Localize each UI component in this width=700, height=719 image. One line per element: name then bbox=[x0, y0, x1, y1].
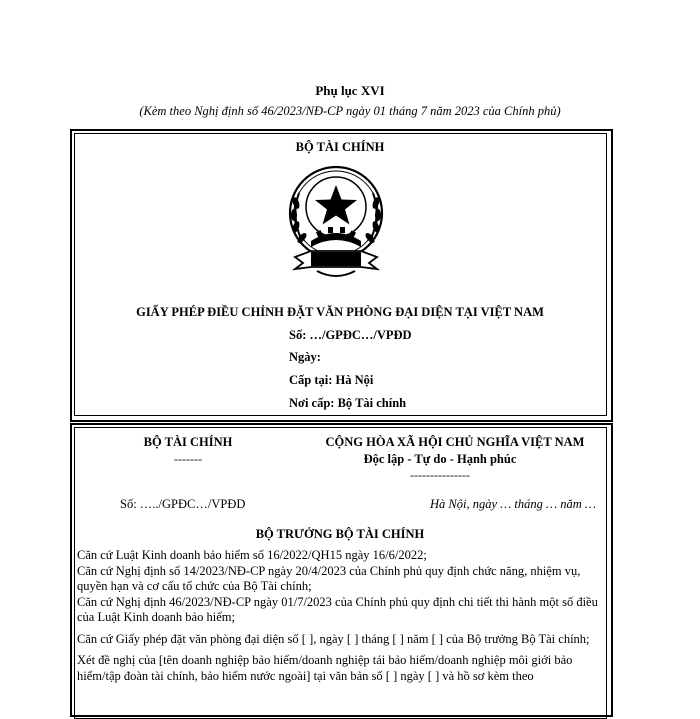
place-date: Hà Nội, ngày … tháng … năm … bbox=[430, 497, 596, 511]
license-issuer: Nơi cấp: Bộ Tài chính bbox=[289, 396, 407, 410]
license-title: GIẤY PHÉP ĐIỀU CHỈNH ĐẶT VĂN PHÒNG ĐẠI DIỆN TẠI VIỆT NAM bbox=[136, 305, 544, 319]
legal-basis-paragraph: Căn cứ Nghị định 46/2023/NĐ-CP ngày 01/7/2023 của Chính phủ quy định chi tiết thi hành một số điều của Luật Kinh doanh bảo hiểm; bbox=[77, 594, 598, 624]
appendix-subtitle: (Kèm theo Nghị định số 46/2023/NĐ-CP ngày 01 tháng 7 năm 2023 của Chính phủ) bbox=[139, 104, 561, 118]
republic-name: CỘNG HÒA XÃ HỘI CHỦ NGHĨA VIỆT NAM bbox=[325, 435, 585, 449]
vietnam-emblem-icon bbox=[277, 163, 395, 291]
proposal-paragraph: Xét đề nghị của [tên doanh nghiệp bảo hiểm/doanh nghiệp tái bảo hiểm/doanh nghiệp môi giới bảo hiểm/tập đoàn tài chính, bảo hiểm nước ngoài] tại văn bản số [ ] ngày [ ] và hồ sơ kèm theo bbox=[77, 653, 573, 683]
ministry-separator: ------- bbox=[174, 452, 202, 466]
license-issued-at: Cấp tại: Hà Nội bbox=[289, 373, 374, 387]
appendix-title: Phụ lục XVI bbox=[315, 83, 385, 98]
minister-title: BỘ TRƯỞNG BỘ TÀI CHÍNH bbox=[255, 527, 425, 541]
motto-separator: --------------- bbox=[410, 468, 470, 482]
legal-basis-paragraph: Căn cứ Luật Kinh doanh bảo hiểm số 16/2022/QH15 ngày 16/6/2022; bbox=[77, 548, 427, 562]
legal-basis-paragraph: Căn cứ Giấy phép đặt văn phòng đại diện số [ ], ngày [ ] tháng [ ] năm [ ] của Bộ trưởng Bộ Tài chính; bbox=[77, 631, 590, 646]
ministry-name: BỘ TÀI CHÍNH bbox=[295, 140, 385, 154]
legal-basis-paragraph: Căn cứ Nghị định số 14/2023/NĐ-CP ngày 20/4/2023 của Chính phủ quy định chức năng, nhiệm vụ, quyền hạn và cơ cấu tổ chức của Bộ Tài chính; bbox=[77, 563, 581, 593]
decision-ministry: BỘ TÀI CHÍNH bbox=[143, 435, 233, 449]
decision-number: Số: …../GPĐC…/VPĐD bbox=[120, 497, 246, 511]
license-number: Số: …/GPĐC…/VPĐD bbox=[289, 328, 412, 342]
decision-body bbox=[77, 548, 605, 684]
national-motto: Độc lập - Tự do - Hạnh phúc bbox=[363, 452, 517, 466]
license-date: Ngày: bbox=[289, 350, 321, 364]
